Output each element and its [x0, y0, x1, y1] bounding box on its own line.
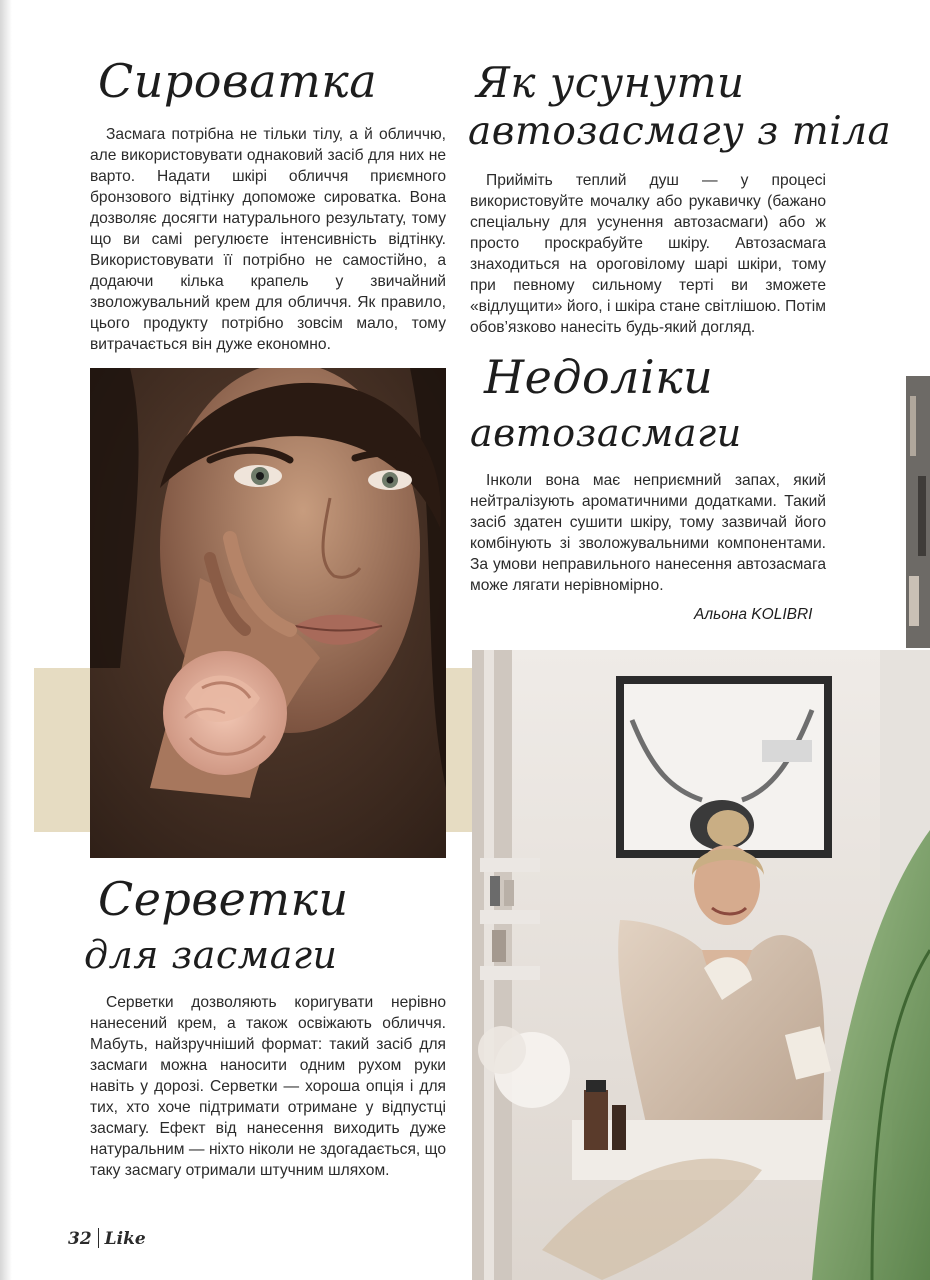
bathroom-photo — [472, 650, 930, 1280]
page-footer — [68, 1228, 146, 1249]
heading-wipes-line2: для засмаги — [84, 933, 338, 977]
paragraph-remove: Прийміть теплий душ — у процесі використовуйте мочалку або рукавичку (бажано спеціальну для усунення автозасмаги) або ж просто проскрабуйте шкіру. Автозасмага знаходиться на ороговілому шарі шкіри, тому при певному сильному терті ви зможете «відлущити» його, і шкіра стане світлішою. Потім обов’язково нанесіть будь-який догляд. — [470, 172, 826, 336]
heading-wipes-line1: Серветки — [98, 872, 349, 926]
page-number: 32 — [68, 1229, 92, 1249]
bathroom-illustration — [472, 650, 930, 1280]
page-gutter-shadow — [0, 0, 12, 1280]
adjacent-page-edge — [906, 376, 930, 648]
portrait-illustration — [90, 368, 446, 858]
heading-drawbacks-line1: Недоліки — [484, 350, 714, 404]
paragraph-drawbacks: Інколи вона має неприємний запах, який нейтралізують ароматичними додатками. Такий засіб здатен сушити шкіру, тому зазвичай його комбінують зі зволожувальними компонентами. За умови неправильного нанесення автозасмага може лягати нерівномірно. — [470, 472, 826, 594]
paragraph-wipes: Серветки дозволяють коригувати нерівно нанесений крем, а також освіжають обличчя. Мабуть, найзручніший формат: такий засіб для засмаги можна наносити одним рухом руки навіть у дорозі. Серветки — хороша опція і для тих, хто хоче підтримати отримане у відпустці засмагу. Ефект від нанесення виходить дуже натуральним — ніхто ніколи не здогадається, що таку засмагу отримали штучним шляхом. — [90, 994, 446, 1179]
footer-separator — [98, 1228, 99, 1248]
heading-remove-line1: Як усунути — [476, 58, 745, 107]
heading-remove-line2: автозасмагу з тіла — [468, 109, 892, 154]
magazine-name: Like — [104, 1229, 146, 1249]
heading-serum: Сироватка — [98, 54, 378, 108]
heading-drawbacks-line2: автозасмаги — [470, 411, 742, 455]
portrait-photo — [90, 368, 446, 858]
author-byline: Альона KOLIBRI — [694, 606, 813, 623]
paragraph-serum: Засмага потрібна не тільки тілу, а й обличчю, але використовувати однаковий засіб для них не варто. Надати шкірі обличчя приємного бронзового відтінку допоможе сироватка. Вона дозволяє досягти натурального результату, тому що ви самі регулюєте інтенсивність відтінку. Використовувати її потрібно не самостійно, а додаючи кілька крапель у звичайний зволожувальний крем для обличчя. Як правило, цього продукту потрібно зовсім мало, тому витрачається він дуже економно. — [90, 126, 446, 353]
